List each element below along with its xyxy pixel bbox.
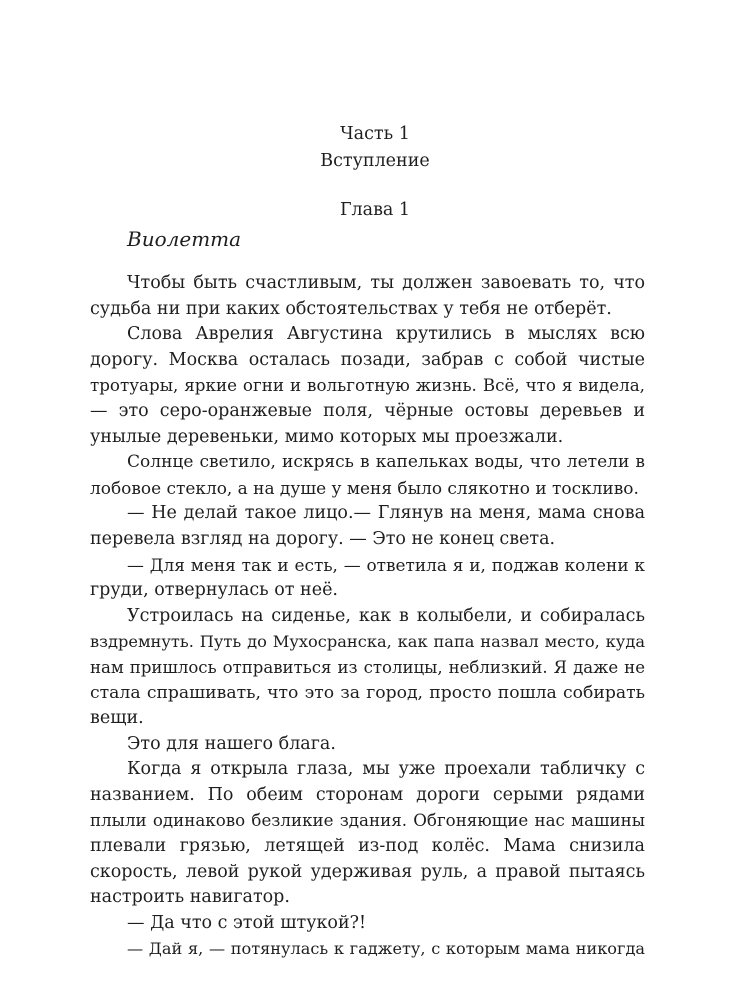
text-line: вещи.	[90, 708, 144, 729]
text-line: Когда я открыла глаза, мы уже проехали табличку с	[127, 759, 645, 780]
text-line: тротуары, яркие огни и вольготную жизнь. Всё, что я видела,	[90, 375, 645, 396]
text-line: нам пришлось отправиться из столицы, неблизкий. Я даже не	[90, 657, 645, 677]
text-line: Чтобы быть счастливым, ты должен завоевать то, что	[127, 273, 645, 293]
text-line: плевали грязью, летящей из-под колёс. Мама снизила	[90, 836, 645, 857]
text-line: перевела взгляд на дорогу. — Это не конец света.	[90, 528, 556, 549]
text-line: Слова Аврелия Августина крутились в мыслях всю	[127, 324, 645, 345]
text-line: дорогу. Москва осталась позади, забрав с собой чистые	[90, 349, 645, 370]
text-line: судьба ни при каких обстоятельствах у тебя не отберёт.	[90, 298, 612, 319]
text-line: — это серо-оранжевые поля, чёрные остовы деревьев и	[90, 400, 645, 421]
body-text	[90, 271, 645, 962]
text-line: плыли одинаково безликие здания. Обгоняющие нас машины	[90, 811, 645, 831]
text-line: Устроилась на сиденье, как в колыбели, и собиралась	[127, 605, 645, 626]
text-line: — Не делай такое лицо.— Глянув на меня, мама снова	[127, 503, 645, 524]
chapter-title: Глава 1	[339, 200, 411, 220]
text-line: стала спрашивать, что это за город, просто пошла собирать	[90, 682, 645, 703]
text-line: вздремнуть. Путь до Мухосранска, как папа назвал место, куда	[90, 632, 645, 652]
text-line: Это для нашего блага.	[127, 733, 336, 754]
text-line: — Дай я, — потянулась к гаджету, с которым мама никогда	[127, 939, 645, 959]
text-line: настроить навигатор.	[90, 887, 290, 908]
text-line: названием. По обеим сторонам дороги серыми рядами	[90, 784, 645, 805]
text-line: скорость, левой рукой удерживая руль, а правой пытаясь	[90, 861, 645, 882]
pov-character-name: Виолетта	[127, 227, 242, 251]
text-line: груди, отвернулась от неё.	[90, 580, 338, 601]
text-line: лобовое стекло, а на душе у меня было слякотно и тоскливо.	[90, 477, 639, 498]
text-line: унылые деревеньки, мимо которых мы проезжали.	[90, 426, 564, 447]
part-number: Часть 1	[340, 124, 410, 144]
part-title: Вступление	[320, 151, 430, 171]
text-line: — Для меня так и есть, — ответила я и, поджав колени к	[127, 554, 645, 575]
text-line: Солнце светило, искрясь в капельках воды, что летели в	[127, 452, 645, 473]
text-line: — Да что с этой штукой?!	[127, 912, 367, 933]
